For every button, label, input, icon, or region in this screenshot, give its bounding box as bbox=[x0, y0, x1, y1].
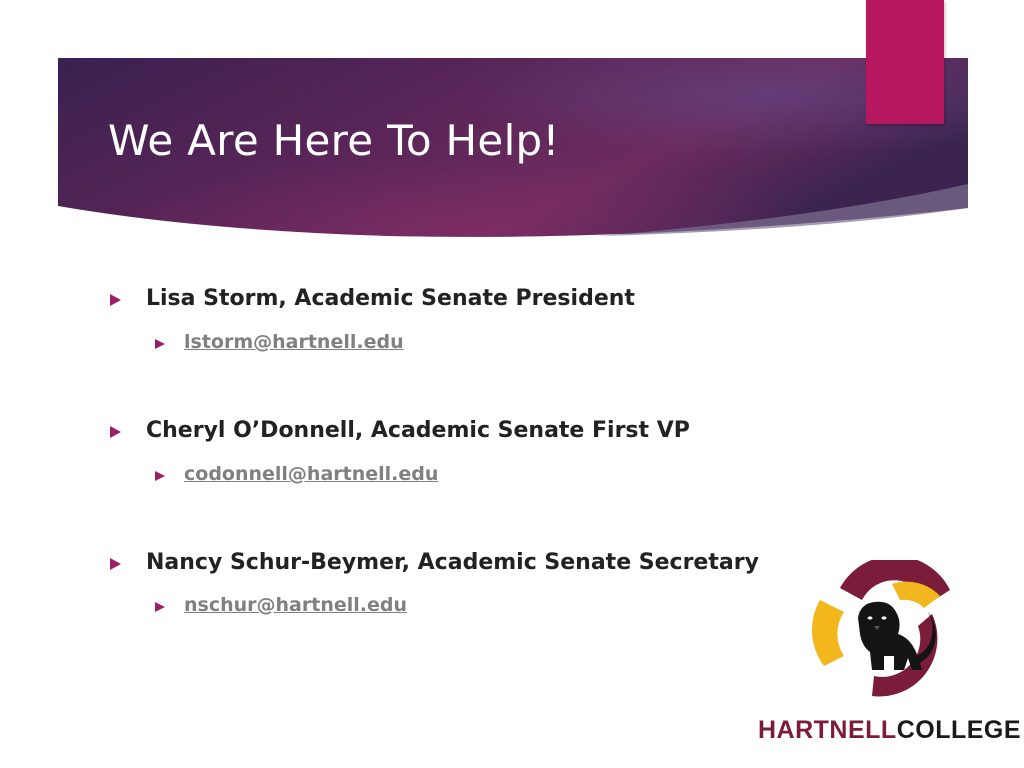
wordmark-part1: HARTNELL bbox=[758, 716, 897, 744]
bullet-arrow-icon bbox=[110, 558, 121, 570]
wordmark-part2: COLLEGE bbox=[896, 716, 1022, 744]
sub-bullet-arrow-icon bbox=[155, 471, 165, 481]
contact-name-president: Lisa Storm, Academic Senate President bbox=[146, 286, 635, 311]
college-wordmark bbox=[758, 716, 1021, 745]
accent-tab bbox=[866, 0, 944, 124]
bullet-arrow-icon bbox=[110, 426, 121, 438]
contact-name-first-vp: Cheryl O’Donnell, Academic Senate First VP bbox=[146, 418, 690, 443]
bullet-arrow-icon bbox=[110, 294, 121, 306]
email-link-president[interactable]: lstorm@hartnell.edu bbox=[184, 331, 404, 353]
email-link-first-vp[interactable]: codonnell@hartnell.edu bbox=[184, 463, 439, 485]
sub-bullet-arrow-icon bbox=[155, 602, 165, 612]
panther-icon bbox=[800, 560, 970, 700]
slide-title: We Are Here To Help! bbox=[108, 116, 560, 165]
sub-bullet-arrow-icon bbox=[155, 339, 165, 349]
contact-name-secretary: Nancy Schur-Beymer, Academic Senate Secretary bbox=[146, 550, 759, 575]
email-link-secretary[interactable]: nschur@hartnell.edu bbox=[184, 594, 407, 616]
